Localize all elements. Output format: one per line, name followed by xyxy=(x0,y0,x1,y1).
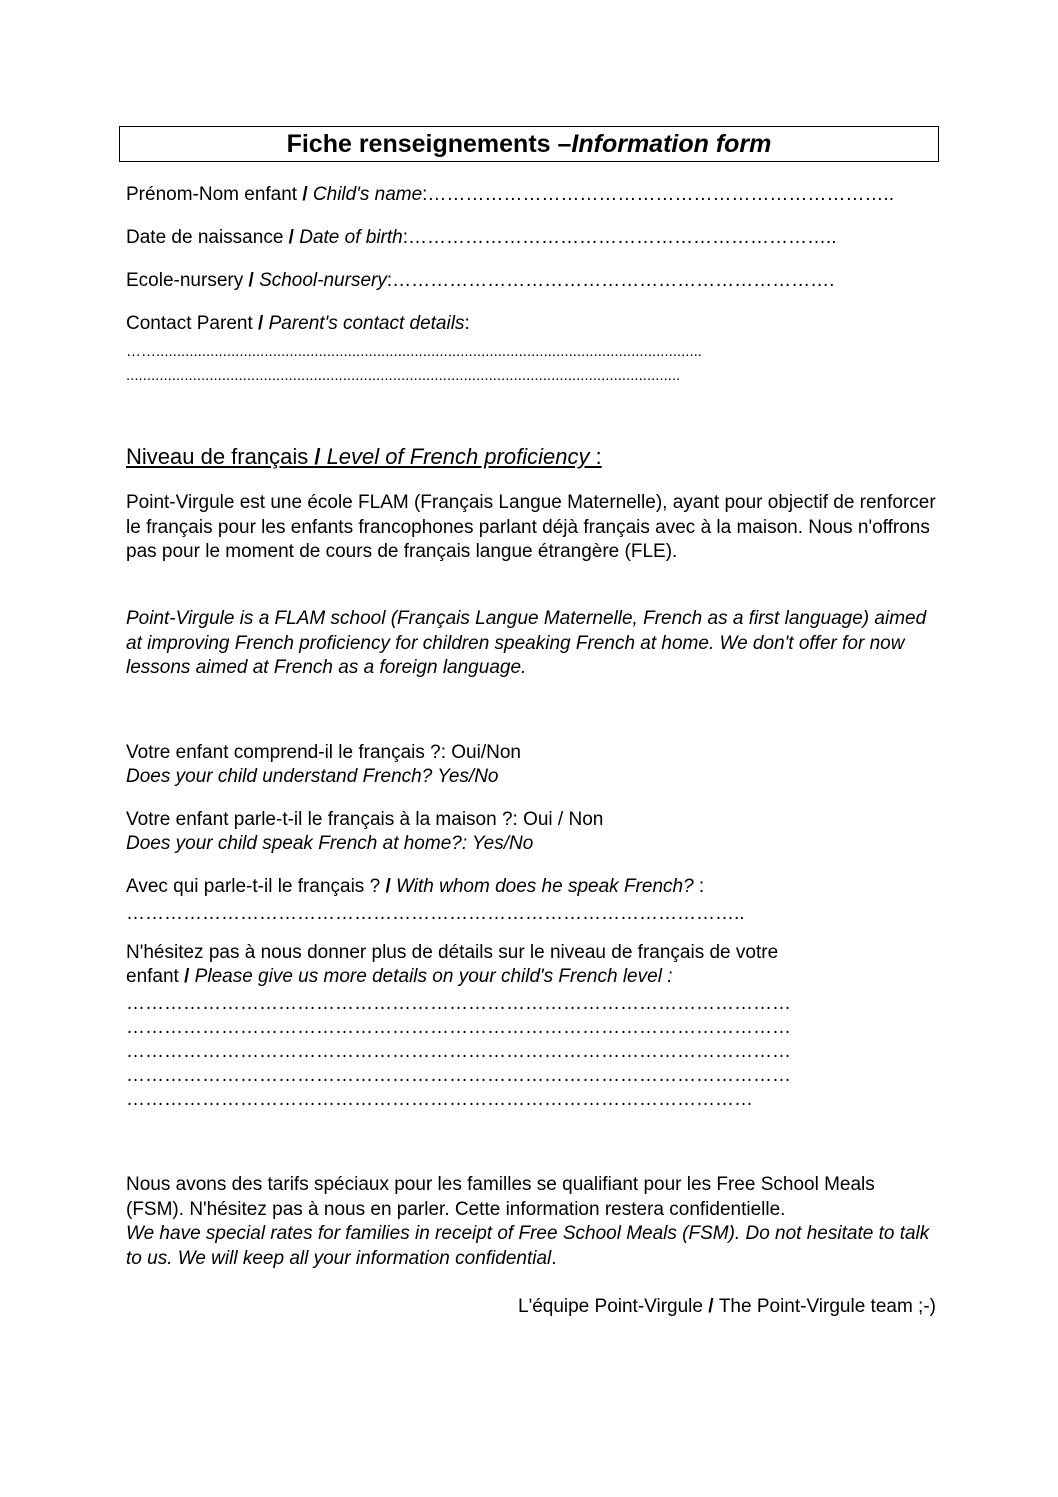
field-label-en: Date of birth xyxy=(299,227,403,248)
question-speak-home-en: Does your child speak French at home?: Yes/No xyxy=(126,833,534,854)
question-details-en: Please give us more details on your child's French level : xyxy=(194,966,673,987)
contact-line-1[interactable]: ……................................................................................................................................... xyxy=(126,343,702,360)
details-answer-line-5[interactable]: ……………………………………………………………………………………… xyxy=(126,1089,753,1110)
signature xyxy=(518,1296,936,1318)
fsm-text-en: We have special rates for families in receipt of Free School Meals (FSM). Do not hesitate to talk to us. We will keep all your information confidential xyxy=(126,1223,930,1269)
field-parent-contact[interactable] xyxy=(126,312,470,336)
contact-line-2[interactable]: ..................................................................................................................................... xyxy=(126,367,681,384)
fill-dots[interactable]: :………………………………………………………….. xyxy=(402,227,837,248)
signature-sep: / xyxy=(708,1296,719,1317)
question-details xyxy=(126,965,672,989)
field-label-fr: Prénom-Nom enfant xyxy=(126,184,303,205)
signature-en: The Point-Virgule team ;-) xyxy=(718,1296,936,1317)
question-details-sep: / xyxy=(184,966,195,987)
fill-dots[interactable]: :……………………………………………………………. xyxy=(386,270,835,291)
field-separator: / xyxy=(288,227,300,248)
intro-text-fr: Point-Virgule est une école FLAM (Français Langue Maternelle), ayant pour objectif de renforcer le français pour les enfants francophones parlant déjà français avec à la maison. Nous n'offrons pas pour le moment de cours de français langue étrangère (FLE). xyxy=(126,492,936,562)
question-with-whom-fr: Avec qui parle-t-il le français ? xyxy=(126,876,386,897)
section-heading-colon: : xyxy=(589,444,602,469)
details-answer-line-1[interactable]: …………………………………………………………………………………………… xyxy=(126,993,791,1014)
question-with-whom xyxy=(126,875,704,899)
signature-fr: L'équipe Point-Virgule xyxy=(518,1296,709,1317)
question-speak-home-fr: Votre enfant parle-t-il le français à la maison ?: Oui / Non xyxy=(126,809,604,830)
question-understand-en: Does your child understand French? Yes/No xyxy=(126,766,499,787)
fsm-text-en-end: . xyxy=(551,1247,557,1269)
details-answer-line-3[interactable]: …………………………………………………………………………………………… xyxy=(126,1041,791,1062)
fsm-paragraph xyxy=(126,1173,936,1271)
fsm-text-fr: Nous avons des tarifs spéciaux pour les familles se qualifiant pour les Free School Meals (FSM). N'hésitez pas à nous en parler. Cette information restera confidentielle. xyxy=(126,1174,875,1220)
question-details-fr-line2: enfant xyxy=(126,966,185,987)
title-en: Information form xyxy=(571,129,772,158)
field-label-fr: Contact Parent xyxy=(126,313,259,334)
section-heading-fr: Niveau de français xyxy=(126,444,315,469)
details-answer-line-2[interactable]: …………………………………………………………………………………………… xyxy=(126,1017,791,1038)
intro-paragraph-fr xyxy=(126,491,936,565)
question-with-whom-en: With whom does he speak French? xyxy=(396,876,694,897)
section-heading-sep: / xyxy=(314,444,327,469)
field-child-name[interactable] xyxy=(126,183,894,207)
field-separator: / xyxy=(302,184,313,205)
field-label-en: School-nursery xyxy=(259,270,387,291)
question-details-fr-line1: N'hésitez pas à nous donner plus de détails sur le niveau de français de votre xyxy=(126,942,779,963)
intro-text-en: Point-Virgule is a FLAM school (Français Langue Maternelle, French as a first language) aimed at improving French proficiency for children speaking French at home. We don't offer for now lessons aimed at French as a foreign language. xyxy=(126,608,927,678)
fill-dots[interactable]: :……………………………………………………………….. xyxy=(422,184,894,205)
details-answer-line-4[interactable]: …………………………………………………………………………………………… xyxy=(126,1065,791,1086)
field-label-fr: Date de naissance xyxy=(126,227,289,248)
title-fr: Fiche renseignements – xyxy=(286,129,572,158)
intro-paragraph-en xyxy=(126,607,936,681)
field-label-fr: Ecole-nursery xyxy=(126,270,249,291)
field-separator: / xyxy=(258,313,269,334)
field-date-of-birth[interactable] xyxy=(126,226,837,250)
section-heading xyxy=(126,445,602,469)
field-colon: : xyxy=(464,313,470,334)
question-with-whom-sep: / xyxy=(385,876,396,897)
question-with-whom-colon: : xyxy=(693,876,705,897)
field-label-en: Child's name xyxy=(312,184,423,205)
field-school[interactable] xyxy=(126,269,834,293)
form-title xyxy=(119,126,939,162)
section-heading-en: Level of French proficiency xyxy=(326,444,590,469)
fsm-text-en-wrap xyxy=(126,1222,936,1271)
question-understand-fr: Votre enfant comprend-il le français ?: Oui/Non xyxy=(126,742,521,763)
with-whom-answer-line[interactable]: …………………………………………………………………………………….. xyxy=(126,903,745,924)
field-separator: / xyxy=(248,270,260,291)
field-label-en: Parent's contact details xyxy=(268,313,465,334)
